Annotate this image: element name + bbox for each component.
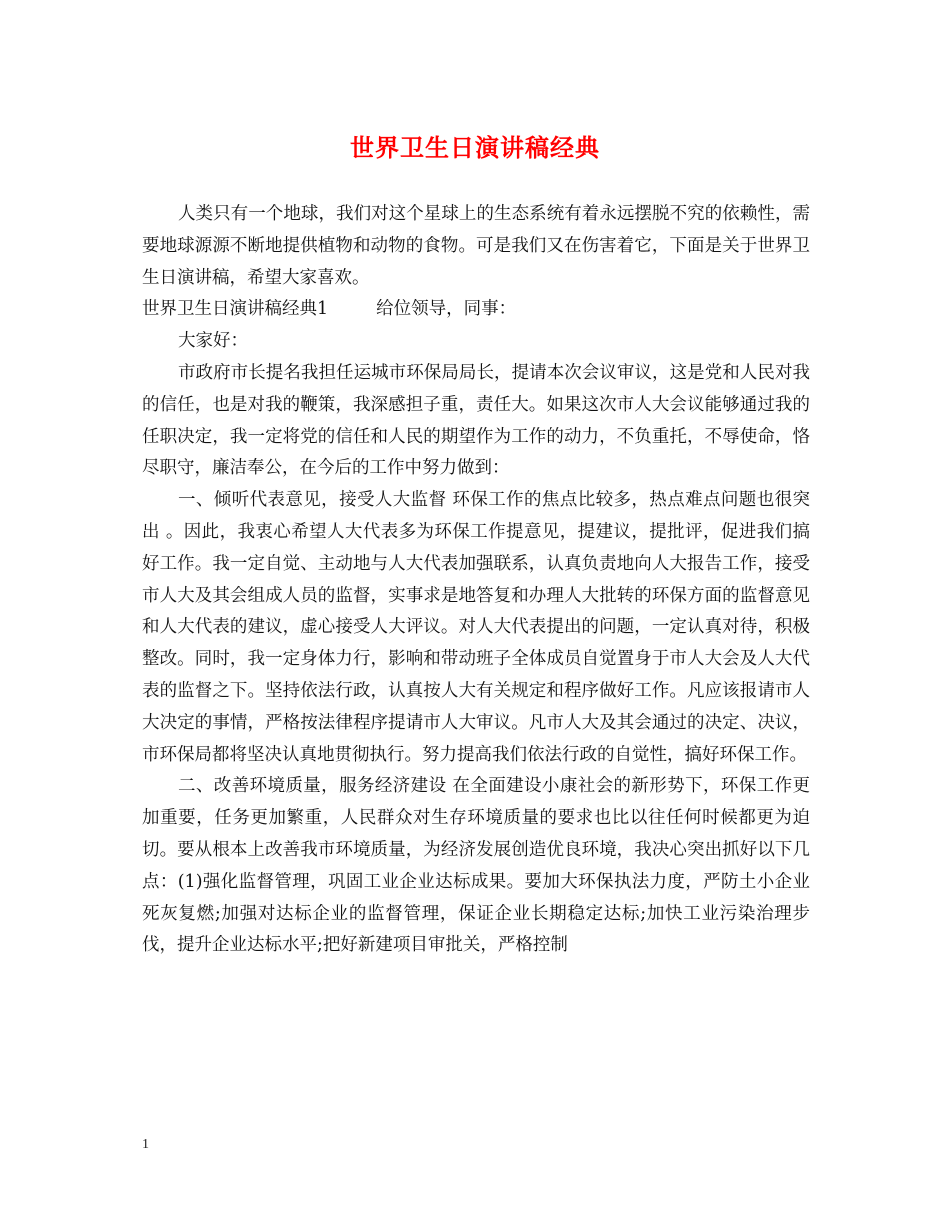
paragraph-intro: 人类只有一个地球，我们对这个星球上的生态系统有着永远摆脱不究的依赖性，需要地球源源不断地提供植物和动物的食物。可是我们又在伤害着它，下面是关于世界卫生日演讲稿，希望大家喜欢。 bbox=[142, 204, 810, 288]
paragraph-heading-line bbox=[142, 294, 810, 326]
salutation: 给位领导，同事： bbox=[376, 299, 517, 320]
document-body bbox=[142, 199, 810, 962]
document-title: 世界卫生日演讲稿经典 bbox=[350, 133, 600, 162]
paragraph-point-one: 一、倾听代表意见，接受人大监督 环保工作的焦点比较多，热点难点问题也很突出 。因此，我衷心希望人大代表多为环保工作提意见，提建议，提批评，促进我们搞好工作。我一定自觉、主动地与人大代表加强联系，认真负责地向人大报告工作，接受市人大及其会组成人员的监督，实事求是地答复和办理人大批转的环保方面的监督意见和人大代表的建议，虚心接受人大评议。对人大代表提出的问题，一定认真对待，积极整改。同时，我一定身体力行，影响和带动班子全体成员自觉置身于市人大会及人大代表的监督之下。坚持依法行政，认真按人大有关规定和程序做好工作。凡应该报请市人大决定的事情，严格按法律程序提请市人大审议。凡市人大及其会通过的决定、决议，市环保局都将坚决认真地贯彻执行。努力提高我们依法行政的自觉性，搞好环保工作。 bbox=[142, 490, 810, 765]
paragraph-point-two: 二、改善环境质量，服务经济建设 在全面建设小康社会的新形势下，环保工作更加重要，任务更加繁重，人民群众对生存环境质量的要求也比以往任何时候都更为迫切。要从根本上改善我市环境质量，为经济发展创造优良环境，我决心突出抓好以下几点：(1)强化监督管理，巩固工业企业达标成果。要加大环保执法力度，严防土小企业死灰复燃;加强对达标企业的监督管理，保证企业长期稳定达标;加快工业污染治理步伐，提升企业达标水平;把好新建项目审批关，严格控制 bbox=[142, 776, 810, 956]
paragraph-greeting: 大家好： bbox=[178, 331, 248, 352]
page-number: 1 bbox=[142, 1137, 149, 1152]
paragraph-appointment: 市政府市长提名我担任运城市环保局局长，提请本次会议审议，这是党和人民对我的信任，也是对我的鞭策，我深感担子重，责任大。如果这次市人大会议能够通过我的任职决定，我一定将党的信任和人民的期望作为工作的动力，不负重托，不辱使命，恪尽职守，廉洁奉公，在今后的工作中努力做到： bbox=[142, 362, 810, 479]
section-heading: 世界卫生日演讲稿经典1 bbox=[142, 299, 329, 320]
